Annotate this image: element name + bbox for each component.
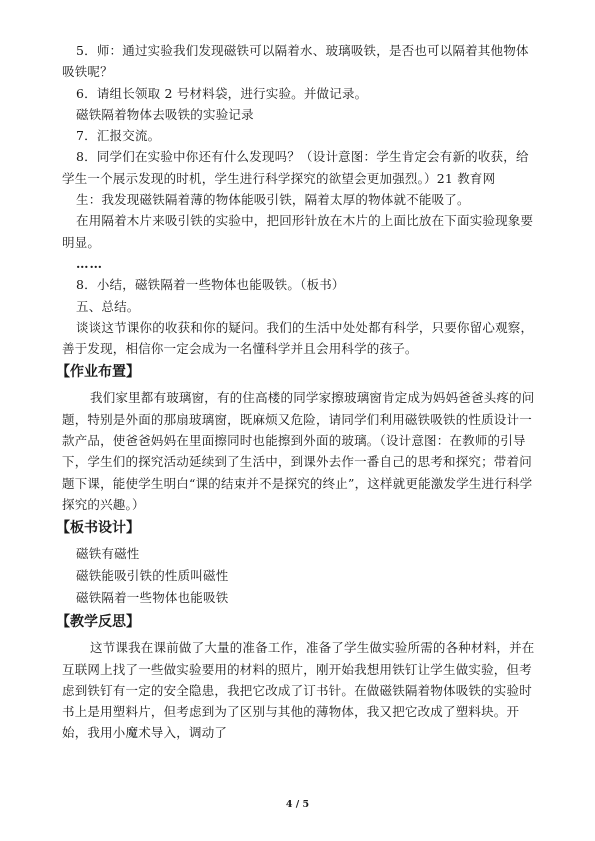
paragraph-student-answer: 生：我发现磁铁隔着薄的物体能吸引铁，隔着太厚的物体就不能吸了。: [76, 192, 470, 208]
paragraph-closing: 谈谈这节课你的收获和你的疑问。我们的生活中处处都有科学，只要你留心观察，善于发现，相信你一定会成为一名懂科学并且会用科学的孩子。: [62, 319, 534, 357]
paragraph-record-title: 磁铁隔着物体去吸铁的实验记录: [76, 106, 254, 122]
paragraph-step-8: 8．同学们在实验中你还有什么发现吗？（设计意图：学生肯定会有新的收获，给学生一个展示发现的时机，学生进行科学探究的欲望会更加强烈。）21 教育网: [62, 149, 529, 186]
paragraph-wood-experiment: 在用隔着木片来吸引铁的实验中，把回形针放在木片的上面比放在下面实验现象要明显。: [62, 213, 534, 250]
board-heading: 【板书设计】: [56, 520, 140, 537]
reflection-heading: 【教学反思】: [56, 614, 140, 631]
paragraph-section-5: 五、总结。: [76, 298, 140, 314]
paragraph-step-5: 5．师：通过实验我们发现磁铁可以隔着水、玻璃吸铁，是否也可以隔着其他物体吸铁呢？: [62, 43, 529, 80]
paragraph-summary: 8．小结，磁铁隔着一些物体也能吸铁。（板书）: [76, 277, 345, 293]
page-number: 4 / 5: [285, 799, 310, 810]
board-line-1: 磁铁有磁性: [76, 546, 140, 562]
homework-heading: 【作业布置】: [56, 364, 140, 381]
board-lines: [62, 543, 536, 609]
reflection-text: 这节课我在课前做了大量的准备工作，准备了学生做实验所需的各种材料，并在互联网上找了一些做实验要用的材料的照片，刚开始我想用铁钉让学生做实验，但考虑到铁钉有一定的安全隐患，我把它改成了订书针。在做磁铁隔着物体吸铁的实验时书上是用塑料片，但考虑到为了区别与其他的薄物体，我又把它改成了塑料块。开始，我用小魔术导入，调动了: [62, 640, 535, 741]
board-line-3: 磁铁隔着一些物体也能吸铁: [76, 590, 229, 606]
page-content: [56, 40, 536, 744]
board-line-2: 磁铁能吸引铁的性质叫磁性: [76, 568, 229, 584]
paragraph-ellipsis: ……: [76, 255, 103, 271]
paragraph-step-6: 6．请组长领取 2 号材料袋，进行实验。并做记录。: [76, 85, 368, 101]
paragraph-step-7: 7．汇报交流。: [76, 128, 161, 144]
homework-text: 我们家里都有玻璃窗，有的住高楼的同学家擦玻璃窗肯定成为妈妈爸爸头疼的问题，特别是外面的那扇玻璃窗，既麻烦又危险，请同学们利用磁铁吸铁的性质设计一款产品，使爸爸妈妈在里面擦同时也能擦到外面的玻璃。（设计意图：在教师的引导下，学生们的探究活动延续到了生活中，到课外去作一番自己的思考和探究；带着问题下课，能使学生明白“课的结束并不是探究的终止”，这样就更能激发学生进行科学探究的兴趣。）: [62, 390, 535, 512]
